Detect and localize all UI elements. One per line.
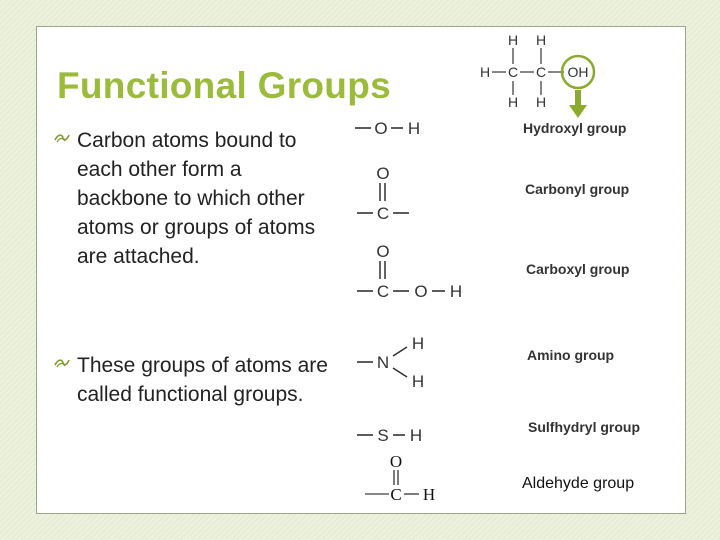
atom-h: H	[449, 282, 463, 301]
carboxyl-structure	[355, 241, 475, 301]
ethanol-atom-c2: C	[535, 64, 547, 80]
atom-o: O	[374, 119, 388, 138]
atom-h: H	[407, 119, 421, 138]
slide-title: Functional Groups	[57, 65, 391, 106]
carboxyl-label: Carboxyl group	[526, 261, 630, 277]
ethanol-atom-h2: H	[535, 32, 547, 48]
carbonyl-label: Carbonyl group	[525, 181, 630, 197]
ethanol-atom-c1: C	[507, 64, 519, 80]
atom-c: C	[376, 282, 390, 301]
amino-structure	[355, 333, 435, 391]
atom-o: O	[389, 452, 403, 471]
ethanol-atom-h3: H	[479, 64, 491, 80]
bullet-1	[59, 126, 329, 271]
bullet-2-text: These groups of atoms are called functional groups.	[77, 354, 328, 406]
atom-h: H	[411, 372, 425, 391]
amino-label: Amino group	[527, 347, 615, 363]
atom-s: S	[377, 426, 389, 445]
atom-o: O	[414, 282, 428, 301]
atom-h: H	[409, 426, 423, 445]
sulfhydryl-label: Sulfhydryl group	[528, 419, 640, 435]
atom-h: H	[422, 485, 436, 503]
atom-c: C	[390, 485, 402, 503]
atom-h: H	[411, 334, 425, 353]
ethanol-atom-h4: H	[507, 94, 519, 110]
hydroxyl-label: Hydroxyl group	[523, 120, 627, 136]
sulfhydryl-structure	[355, 423, 435, 447]
atom-o: O	[376, 164, 390, 183]
bullet-2	[59, 351, 329, 409]
ethanol-atom-h1: H	[507, 32, 519, 48]
atom-o: O	[376, 242, 390, 261]
down-arrow-icon	[568, 90, 588, 120]
bullet-swirl-icon	[53, 130, 71, 144]
bullet-swirl-icon	[53, 355, 71, 369]
bullet-1-text: Carbon atoms bound to each other form a backbone to which other atoms or groups of atoms are attached.	[77, 129, 316, 268]
aldehyde-structure	[363, 451, 443, 503]
slide	[36, 26, 686, 514]
ethanol-atom-oh: OH	[567, 64, 589, 80]
hydroxyl-structure	[353, 117, 433, 141]
ethanol-atom-h5: H	[535, 94, 547, 110]
carbonyl-structure	[355, 163, 415, 223]
aldehyde-label: Aldehyde group	[522, 475, 635, 492]
atom-c: C	[376, 204, 390, 223]
atom-n: N	[376, 353, 390, 372]
